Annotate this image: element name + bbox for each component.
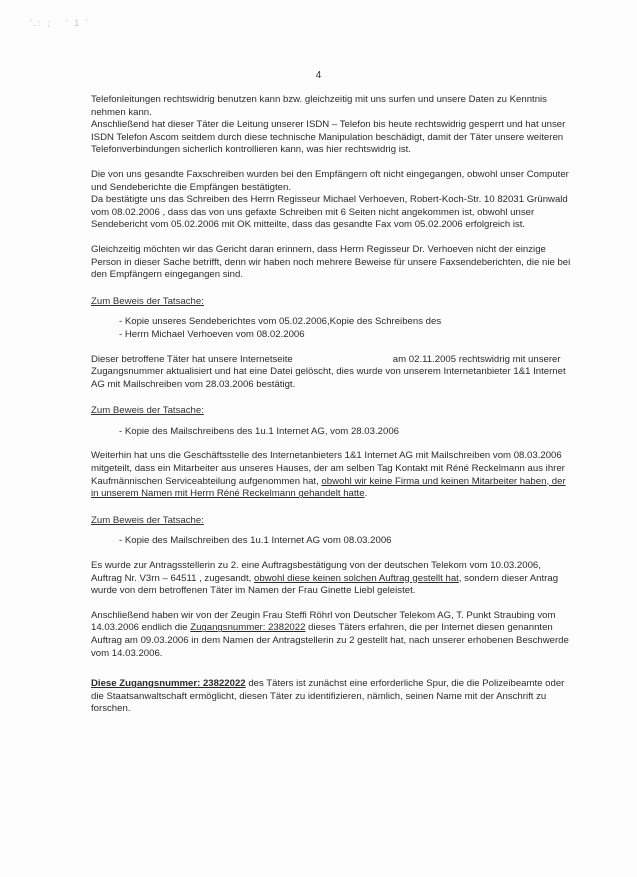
paragraph [91, 560, 571, 598]
evidence-heading: Zum Beweis der Tatsache: [91, 514, 204, 526]
text: . [364, 488, 368, 500]
paragraph: Die von uns gesandte Faxschreiben wurden bei den Empfängern oft nicht eingegangen, obwohl unser Computer und Sendeberichte die Empfängen bestätigten. [91, 168, 569, 193]
text: Anschließend haben wir von der Zeugin Frau Steffi Röhrl von Deutscher Telekom AG, T. Punkt Straubing vom 14.03.2006 endlich die [91, 609, 556, 634]
text: , sondern dieser Antrag wurde von dem betroffenen Täter im Namen der Frau Ginette Liebl geleistet. [91, 572, 559, 597]
text: Es wurde zur Antragsstellerin zu 2. eine Auftragsbestätigung von der deutschen Telekom vom 10.03.2006, Auftrag Nr. V3rn – 64511 , zugesandt, [91, 560, 541, 584]
evidence-item: - Herrn Michael Verhoeven vom 08.02.2006 [119, 328, 305, 340]
text: dieses Täters erfahren, die per Internet diesen genannten Auftrag am 09.03.2006 in dem Namen der Antragstellerin zu 2 gestellt hat, nach unserer erhobenen Beschwerde vom 14.03.2006. [91, 622, 569, 659]
underlined-text: obwohl diese keinen solchen Auftrag gestellt hat [254, 572, 459, 584]
bold-underlined-text: Diese Zugangsnummer: 23822022 [91, 678, 246, 690]
evidence-heading: Zum Beweis der Tatsache: [91, 405, 204, 417]
page-number: 4 [315, 70, 322, 81]
evidence-item: - Kopie unseres Sendeberichtes vom 05.02.2006,Kopie des Schreibens des [119, 316, 442, 328]
paragraph [91, 354, 571, 392]
evidence-item: - Kopie des Mailschreiben des 1u.1 Internet AG vom 08.03.2006 [119, 535, 392, 547]
paragraph [91, 450, 571, 500]
underlined-text: Zugangsnummer: 2382022 [190, 622, 306, 634]
paragraph [91, 678, 571, 716]
paragraph: Da bestätigte uns das Schreiben des Herrn Regisseur Michael Verhoeven, Robert-Koch-Str. 10 82031 Grünwald vom 08.02.2006 , dass das von uns gefaxte Schreiben mit 6 Seiten nicht angekommen ist, obwohl unser Sendebericht vom 05.02.2006 mit OK mitteilte, dass das gesandte Fax vom 05.02.2006 erfolgreich ist. [91, 194, 568, 231]
text: Weiterhin hat uns die Geschäftsstelle des Internetanbieters 1&1 Internet AG mit Mailschreiben vom 08.03.2006 mitgeteilt, dass ein Mitarbeiter aus unseres Hauses, der am selben Tag Kontakt mit Réné Reckelmann aus ihrer Kaufmännischen Serviceabteilung aufgenommen hat, [91, 450, 565, 487]
paragraph: Telefonleitungen rechtswidrig benutzen kann bzw. gleichzeitig mit uns surfen und unsere Daten zu Kenntnis nehmen kann. [91, 94, 547, 118]
evidence-item: - Kopie des Mailschreibens des 1u.1 Internet AG, vom 28.03.2006 [119, 425, 399, 437]
document-body [91, 94, 571, 716]
evidence-heading: Zum Beweis der Tatsache: [91, 295, 204, 307]
underlined-text: obwohl wir keine Firma und keinen Mitarbeiter haben, der in unserem Namen mit Herrn Réné Reckelmann gehandelt hatte [91, 475, 566, 500]
date: am 02.11.2005 [392, 353, 457, 365]
scan-artifact: '.: ; [30, 18, 52, 28]
text: des Täters ist zunächst eine erforderliche Spur, die die Polizeibeamte oder die Staatsanwaltschaft ermöglicht, diesen Täter zu identifizieren, nämlich, seinen Name mit der Anschrift zu forschen. [91, 678, 565, 715]
text: rechtswidrig mit unserer Zugangsnummer aktualisiert und hat eine Datei gelöscht, dies wurde von unserem Internetanbieter 1&1 Internet AG mit Mailschreiben vom 28.03.2006 bestätigt. [91, 353, 566, 390]
scan-artifact: ' 1 ' [66, 18, 90, 28]
paragraph [91, 610, 571, 660]
text: Dieser betroffene Täter hat unsere Internetseite [91, 353, 293, 365]
paragraph: Anschließend hat dieser Täter die Leitung unserer ISDN – Telefon bis heute rechtswidrig gesperrt und hat unser ISDN Telefon Ascom seitdem durch diese technische Manipulation beschädigt, damit der Täter unsere weiteren Telefonverbindungen sicherlich kontrollieren kann, was hier rechtswidrig ist. [91, 119, 566, 156]
paragraph: Gleichzeitig möchten wir das Gericht daran erinnern, dass Herrn Regisseur Dr. Verhoeven nicht der einzige Person in dieser Sache betrifft, denn wir haben noch mehrere Beweise für unsere Faxsendeberichten, die nie bei den Empfängern eingegangen sind. [91, 243, 571, 281]
